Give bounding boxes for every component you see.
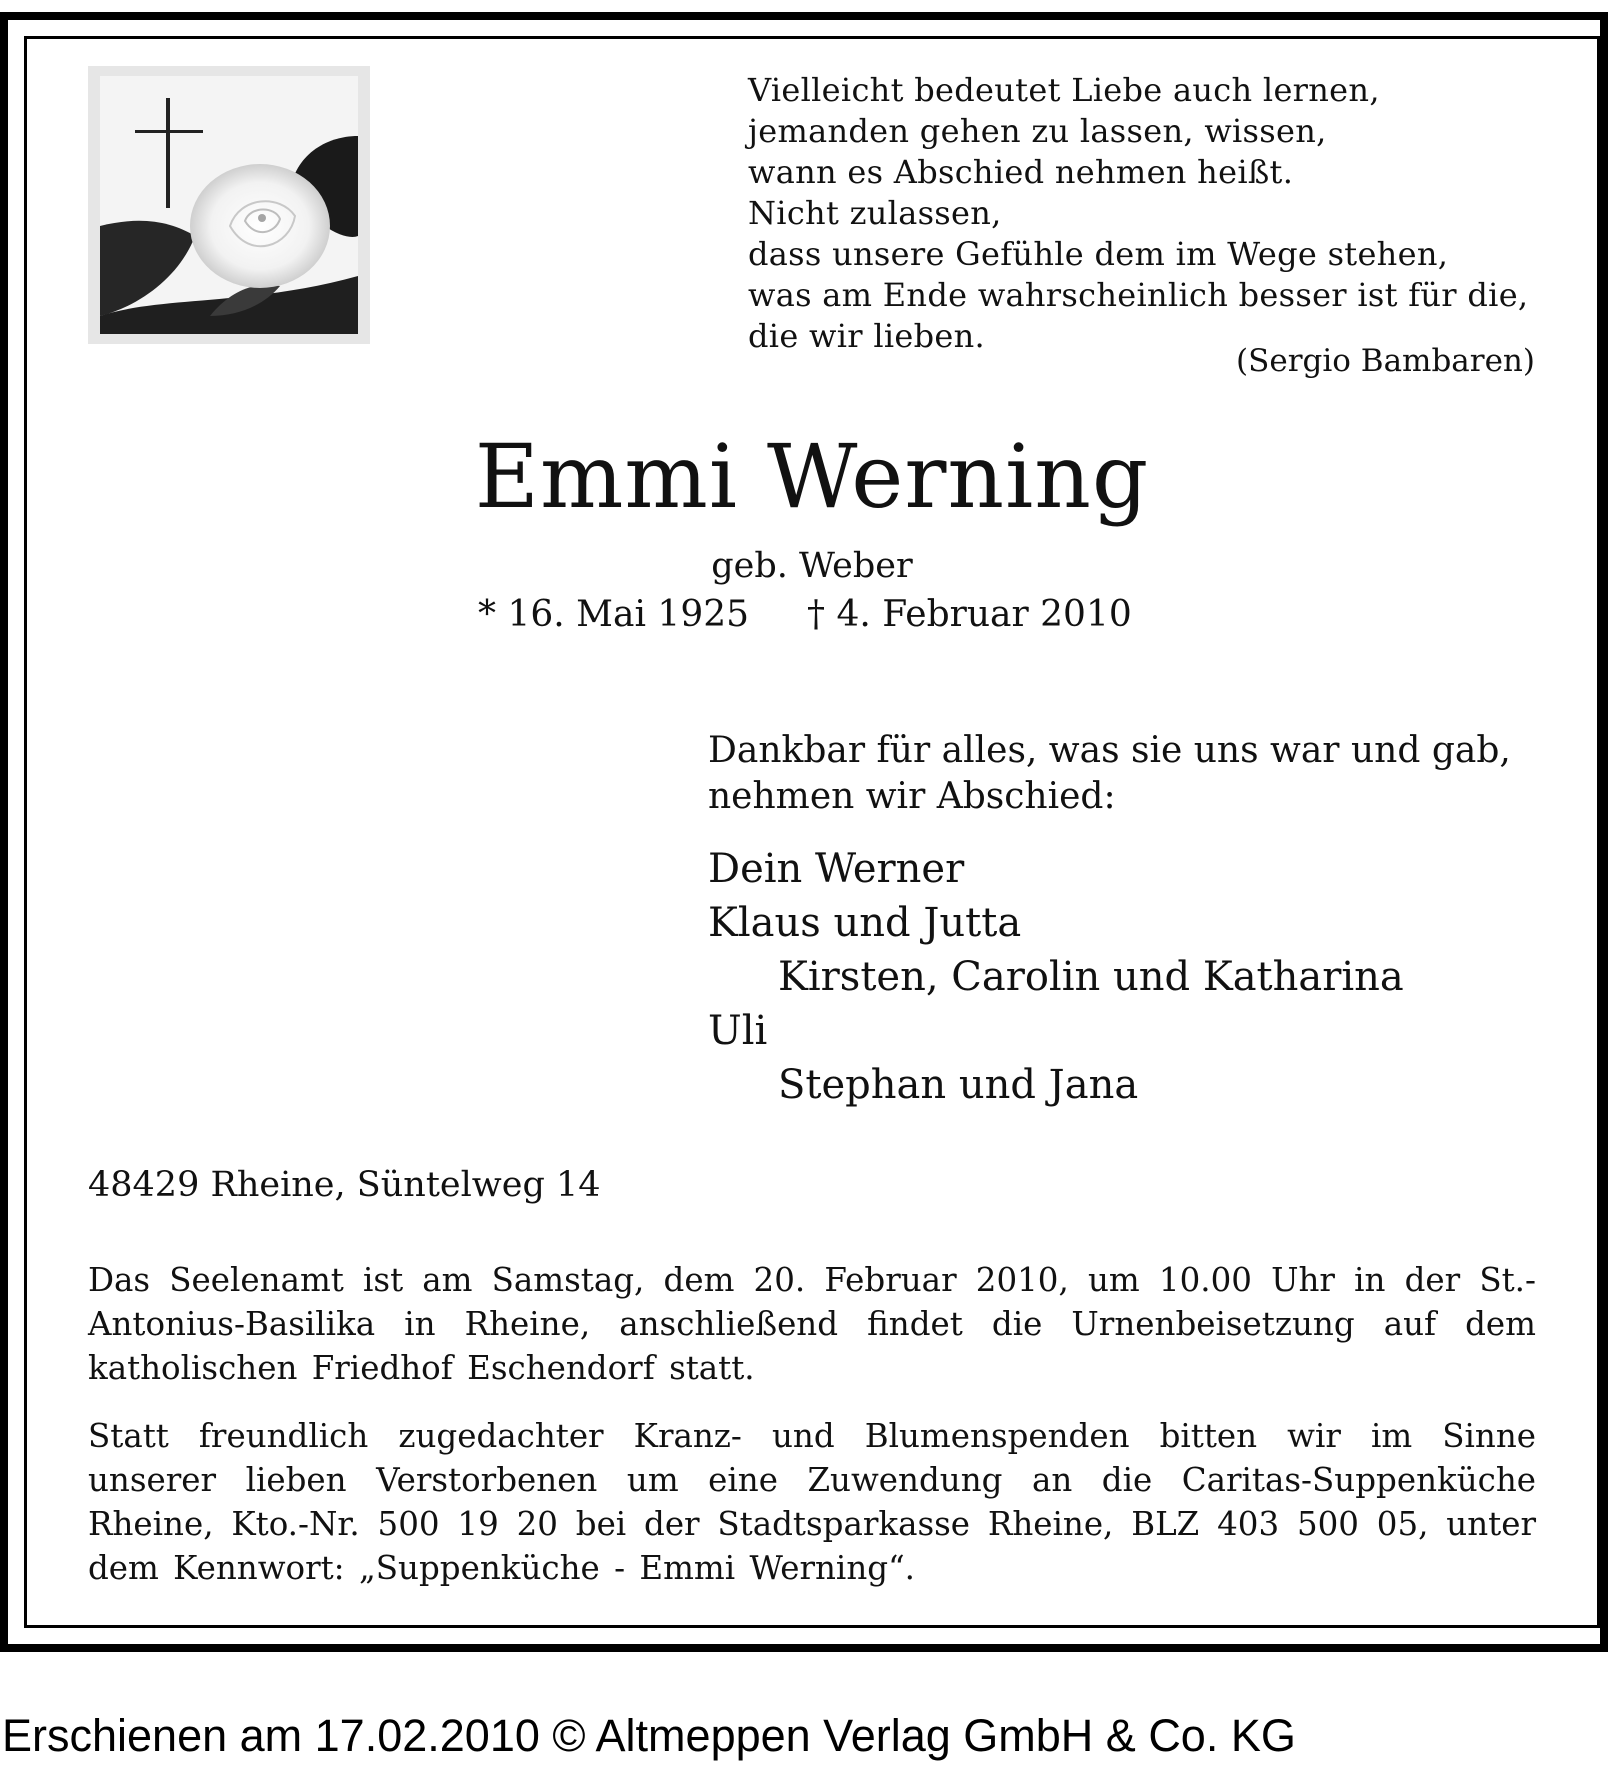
poem-line: was am Ende wahrscheinlich besser ist für die, xyxy=(748,276,1529,314)
mourner-row: Dein Werner xyxy=(708,846,965,892)
mourner-row: Klaus und Jutta xyxy=(708,900,1022,946)
poem-line: dass unsere Gefühle dem im Wege stehen, xyxy=(748,235,1449,273)
address: 48429 Rheine, Süntelweg 14 xyxy=(88,1165,601,1205)
mourners-list xyxy=(708,842,1588,1112)
poem-line: die wir lieben. xyxy=(748,317,986,355)
life-dates xyxy=(478,594,1132,635)
thanks-text xyxy=(708,728,1588,820)
cross-rose-image xyxy=(88,66,370,344)
mourner-row: Stephan und Jana xyxy=(778,1062,1139,1108)
poem-line: wann es Abschied nehmen heißt. xyxy=(748,153,1294,191)
poem xyxy=(748,70,1548,357)
poem-line: jemanden gehen zu lassen, wissen, xyxy=(748,112,1327,150)
poem-line: Nicht zulassen, xyxy=(748,194,1002,232)
mourner-row: Uli xyxy=(708,1008,768,1054)
thanks-line: nehmen wir Abschied: xyxy=(708,776,1116,817)
deceased-name: Emmi Werning xyxy=(474,425,1150,528)
poem-author: (Sergio Bambaren) xyxy=(1236,343,1535,379)
donation-info: Statt freundlich zugedachter Kranz- und Blumenspenden bitten wir im Sinne unserer lieben Verstorbenen um eine Zuwendung an die Caritas-Suppenküche Rheine, Kto.-Nr. 500 19 20 bei der Stadtsparkasse Rheine, BLZ 403 500 05, unter dem Kennwort: „Suppenküche - Emmi Werning“. xyxy=(88,1417,1536,1587)
death-date: † 4. Februar 2010 xyxy=(807,594,1132,635)
poem-line: Vielleicht bedeutet Liebe auch lernen, xyxy=(748,71,1380,109)
mourner-row: Kirsten, Carolin und Katharina xyxy=(778,954,1404,1000)
birth-date: * 16. Mai 1925 xyxy=(478,594,750,635)
service-info: Das Seelenamt ist am Samstag, dem 20. Februar 2010, um 10.00 Uhr in der St.-Antonius-Basilika in Rheine, anschließend findet die Urnenbeisetzung auf dem katholischen Friedhof Eschendorf statt. xyxy=(88,1261,1536,1387)
publication-footer: Erschienen am 17.02.2010 © Altmeppen Verlag GmbH & Co. KG xyxy=(2,1710,1296,1761)
thanks-line: Dankbar für alles, was sie uns war und gab, xyxy=(708,730,1511,771)
maiden-name: geb. Weber xyxy=(711,546,913,586)
cross-rose-icon xyxy=(100,76,358,334)
